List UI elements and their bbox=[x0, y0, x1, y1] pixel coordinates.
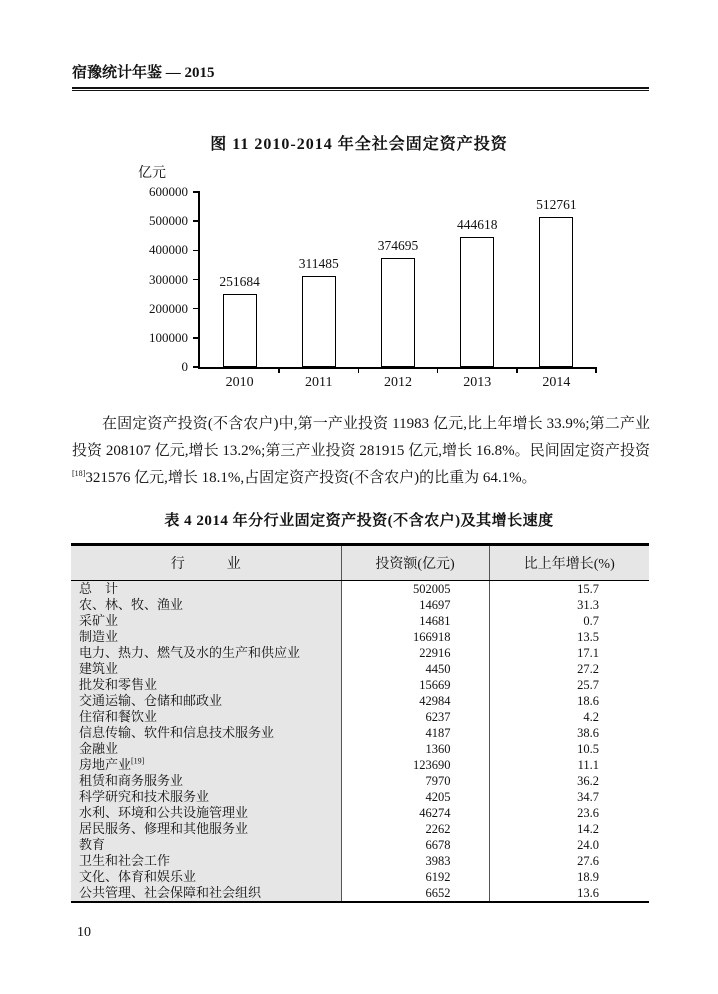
industry-cell: 水利、环境和公共设施管理业 bbox=[71, 805, 341, 821]
table-row bbox=[71, 741, 649, 757]
y-axis-label: 600000 bbox=[149, 184, 188, 199]
amount-cell: 6678 bbox=[341, 837, 489, 853]
y-axis-tick bbox=[193, 337, 200, 339]
growth-cell: 4.2 bbox=[489, 709, 649, 725]
growth-cell: 23.6 bbox=[489, 805, 649, 821]
industry-cell: 采矿业 bbox=[71, 613, 341, 629]
industry-cell: 住宿和餐饮业 bbox=[71, 709, 341, 725]
col-header-growth: 比上年增长(%) bbox=[489, 545, 649, 581]
growth-cell: 31.3 bbox=[489, 597, 649, 613]
bar-value-label: 444618 bbox=[456, 217, 498, 233]
y-axis-tick bbox=[193, 250, 200, 252]
paragraph-part1: 在固定资产投资(不含农户)中,第一产业投资 11983 亿元,比上年增长 33.9%;第二产业投资 208107 亿元,增长 13.2%;第三产业投资 281915 亿元,增长 16.8%。民间固定资产投资 bbox=[72, 416, 650, 459]
growth-cell: 14.2 bbox=[489, 821, 649, 837]
industry-cell: 居民服务、修理和其他服务业 bbox=[71, 821, 341, 837]
y-axis-tick bbox=[193, 366, 200, 368]
amount-cell: 6192 bbox=[341, 869, 489, 885]
running-head bbox=[72, 62, 649, 89]
col-header-amount: 投资额(亿元) bbox=[341, 545, 489, 581]
chart-plot bbox=[149, 184, 596, 390]
industry-cell: 公共管理、社会保障和社会组织 bbox=[71, 885, 341, 902]
growth-cell: 34.7 bbox=[489, 789, 649, 805]
industry-cell: 文化、体育和娱乐业 bbox=[71, 869, 341, 885]
table-row bbox=[71, 645, 649, 661]
industry-cell: 教育 bbox=[71, 837, 341, 853]
table-row bbox=[71, 853, 649, 869]
bar-2010 bbox=[223, 294, 257, 367]
growth-cell: 24.0 bbox=[489, 837, 649, 853]
col-header-industry: 行 业 bbox=[71, 545, 341, 581]
table-row bbox=[71, 693, 649, 709]
table-row bbox=[71, 661, 649, 677]
amount-cell: 15669 bbox=[341, 677, 489, 693]
y-axis-label: 500000 bbox=[149, 213, 188, 229]
bar-2014 bbox=[539, 217, 573, 367]
table-row bbox=[71, 709, 649, 725]
amount-cell: 7970 bbox=[341, 773, 489, 789]
table-row bbox=[71, 725, 649, 741]
footnote-marker-18: [18] bbox=[72, 469, 86, 478]
table-row bbox=[71, 821, 649, 837]
table-row bbox=[71, 613, 649, 629]
chart-unit-label: 亿元 bbox=[138, 166, 166, 181]
growth-cell: 17.1 bbox=[489, 645, 649, 661]
table-row bbox=[71, 757, 649, 773]
growth-cell: 15.7 bbox=[489, 581, 649, 598]
industry-cell: 交通运输、仓储和邮政业 bbox=[71, 693, 341, 709]
chart-title: 图 11 2010-2014 年全社会固定资产投资 bbox=[210, 136, 508, 153]
amount-cell: 166918 bbox=[341, 629, 489, 645]
industry-cell: 建筑业 bbox=[71, 661, 341, 677]
industry-cell: 房地产业[19] bbox=[71, 757, 341, 773]
industry-cell: 批发和零售业 bbox=[71, 677, 341, 693]
table-body bbox=[71, 581, 649, 903]
amount-cell: 6237 bbox=[341, 709, 489, 725]
amount-cell: 4187 bbox=[341, 725, 489, 741]
amount-cell: 14697 bbox=[341, 597, 489, 613]
y-axis-label: 200000 bbox=[149, 300, 188, 316]
x-axis-category-label: 2013 bbox=[463, 375, 492, 390]
x-axis-tick bbox=[516, 367, 518, 373]
table-row bbox=[71, 805, 649, 821]
y-axis-label: 0 bbox=[181, 359, 188, 374]
y-axis-label: 300000 bbox=[149, 271, 188, 287]
bar-value-label: 311485 bbox=[298, 256, 339, 272]
table-title: 表 4 2014 年分行业固定资产投资(不含农户)及其增长速度 bbox=[164, 513, 554, 529]
industry-cell: 电力、热力、燃气及水的生产和供应业 bbox=[71, 645, 341, 661]
table-row bbox=[71, 629, 649, 645]
paragraph-part2: 321576 亿元,增长 18.1%,占固定资产投资(不含农户)的比重为 64.1%。 bbox=[85, 470, 537, 486]
x-axis-tick bbox=[358, 367, 360, 373]
growth-cell: 10.5 bbox=[489, 741, 649, 757]
x-axis-category-label: 2010 bbox=[225, 375, 254, 390]
amount-cell: 42984 bbox=[341, 693, 489, 709]
table-row bbox=[71, 869, 649, 885]
growth-cell: 18.6 bbox=[489, 693, 649, 709]
growth-cell: 25.7 bbox=[489, 677, 649, 693]
growth-cell: 27.6 bbox=[489, 853, 649, 869]
growth-cell: 13.6 bbox=[489, 885, 649, 902]
bar-value-label: 374695 bbox=[377, 237, 419, 253]
amount-cell: 123690 bbox=[341, 757, 489, 773]
table-row bbox=[71, 597, 649, 613]
amount-cell: 4450 bbox=[341, 661, 489, 677]
industry-cell: 金融业 bbox=[71, 741, 341, 757]
x-axis-category-label: 2011 bbox=[305, 375, 333, 390]
x-axis-category-label: 2014 bbox=[542, 375, 571, 390]
growth-cell: 27.2 bbox=[489, 661, 649, 677]
running-head-title: 宿豫统计年鉴 — 2015 bbox=[72, 65, 215, 81]
amount-cell: 14681 bbox=[341, 613, 489, 629]
growth-cell: 18.9 bbox=[489, 869, 649, 885]
x-axis-tick bbox=[278, 367, 280, 373]
table-row bbox=[71, 837, 649, 853]
bar-2012 bbox=[381, 258, 415, 367]
x-axis-tick bbox=[595, 367, 597, 373]
amount-cell: 1360 bbox=[341, 741, 489, 757]
table-row bbox=[71, 677, 649, 693]
growth-cell: 36.2 bbox=[489, 773, 649, 789]
table-header bbox=[71, 545, 649, 581]
industry-cell: 租赁和商务服务业 bbox=[71, 773, 341, 789]
y-axis-tick bbox=[193, 191, 200, 193]
amount-cell: 2262 bbox=[341, 821, 489, 837]
table-row bbox=[71, 581, 649, 598]
table-row bbox=[71, 885, 649, 902]
x-axis-category-label: 2012 bbox=[384, 375, 412, 390]
amount-cell: 6652 bbox=[341, 885, 489, 902]
y-axis-label: 400000 bbox=[149, 242, 188, 258]
bar-value-label: 512761 bbox=[536, 197, 577, 213]
bar-2013 bbox=[460, 237, 494, 367]
industry-cell: 制造业 bbox=[71, 629, 341, 645]
growth-cell: 38.6 bbox=[489, 725, 649, 741]
analysis-paragraph bbox=[72, 411, 650, 492]
amount-cell: 46274 bbox=[341, 805, 489, 821]
table-header-row bbox=[71, 545, 649, 581]
growth-cell: 11.1 bbox=[489, 757, 649, 773]
bar-value-label: 251684 bbox=[219, 273, 260, 289]
amount-cell: 22916 bbox=[341, 645, 489, 661]
industry-investment-table bbox=[71, 543, 649, 903]
growth-cell: 13.5 bbox=[489, 629, 649, 645]
table-row bbox=[71, 773, 649, 789]
page-number: 10 bbox=[77, 925, 91, 940]
amount-cell: 502005 bbox=[341, 581, 489, 598]
bar-2011 bbox=[302, 276, 336, 367]
amount-cell: 4205 bbox=[341, 789, 489, 805]
amount-cell: 3983 bbox=[341, 853, 489, 869]
industry-cell: 科学研究和技术服务业 bbox=[71, 789, 341, 805]
industry-cell: 总 计 bbox=[71, 581, 341, 598]
y-axis-tick bbox=[193, 308, 200, 310]
industry-cell: 信息传输、软件和信息技术服务业 bbox=[71, 725, 341, 741]
industry-cell: 卫生和社会工作 bbox=[71, 853, 341, 869]
x-axis-tick bbox=[437, 367, 439, 373]
industry-cell: 农、林、牧、渔业 bbox=[71, 597, 341, 613]
y-axis-label: 100000 bbox=[149, 329, 188, 345]
footnote-marker-19: [19] bbox=[131, 756, 145, 766]
bar-chart bbox=[0, 131, 718, 397]
y-axis-tick bbox=[193, 220, 200, 222]
table-row bbox=[71, 789, 649, 805]
growth-cell: 0.7 bbox=[489, 613, 649, 629]
